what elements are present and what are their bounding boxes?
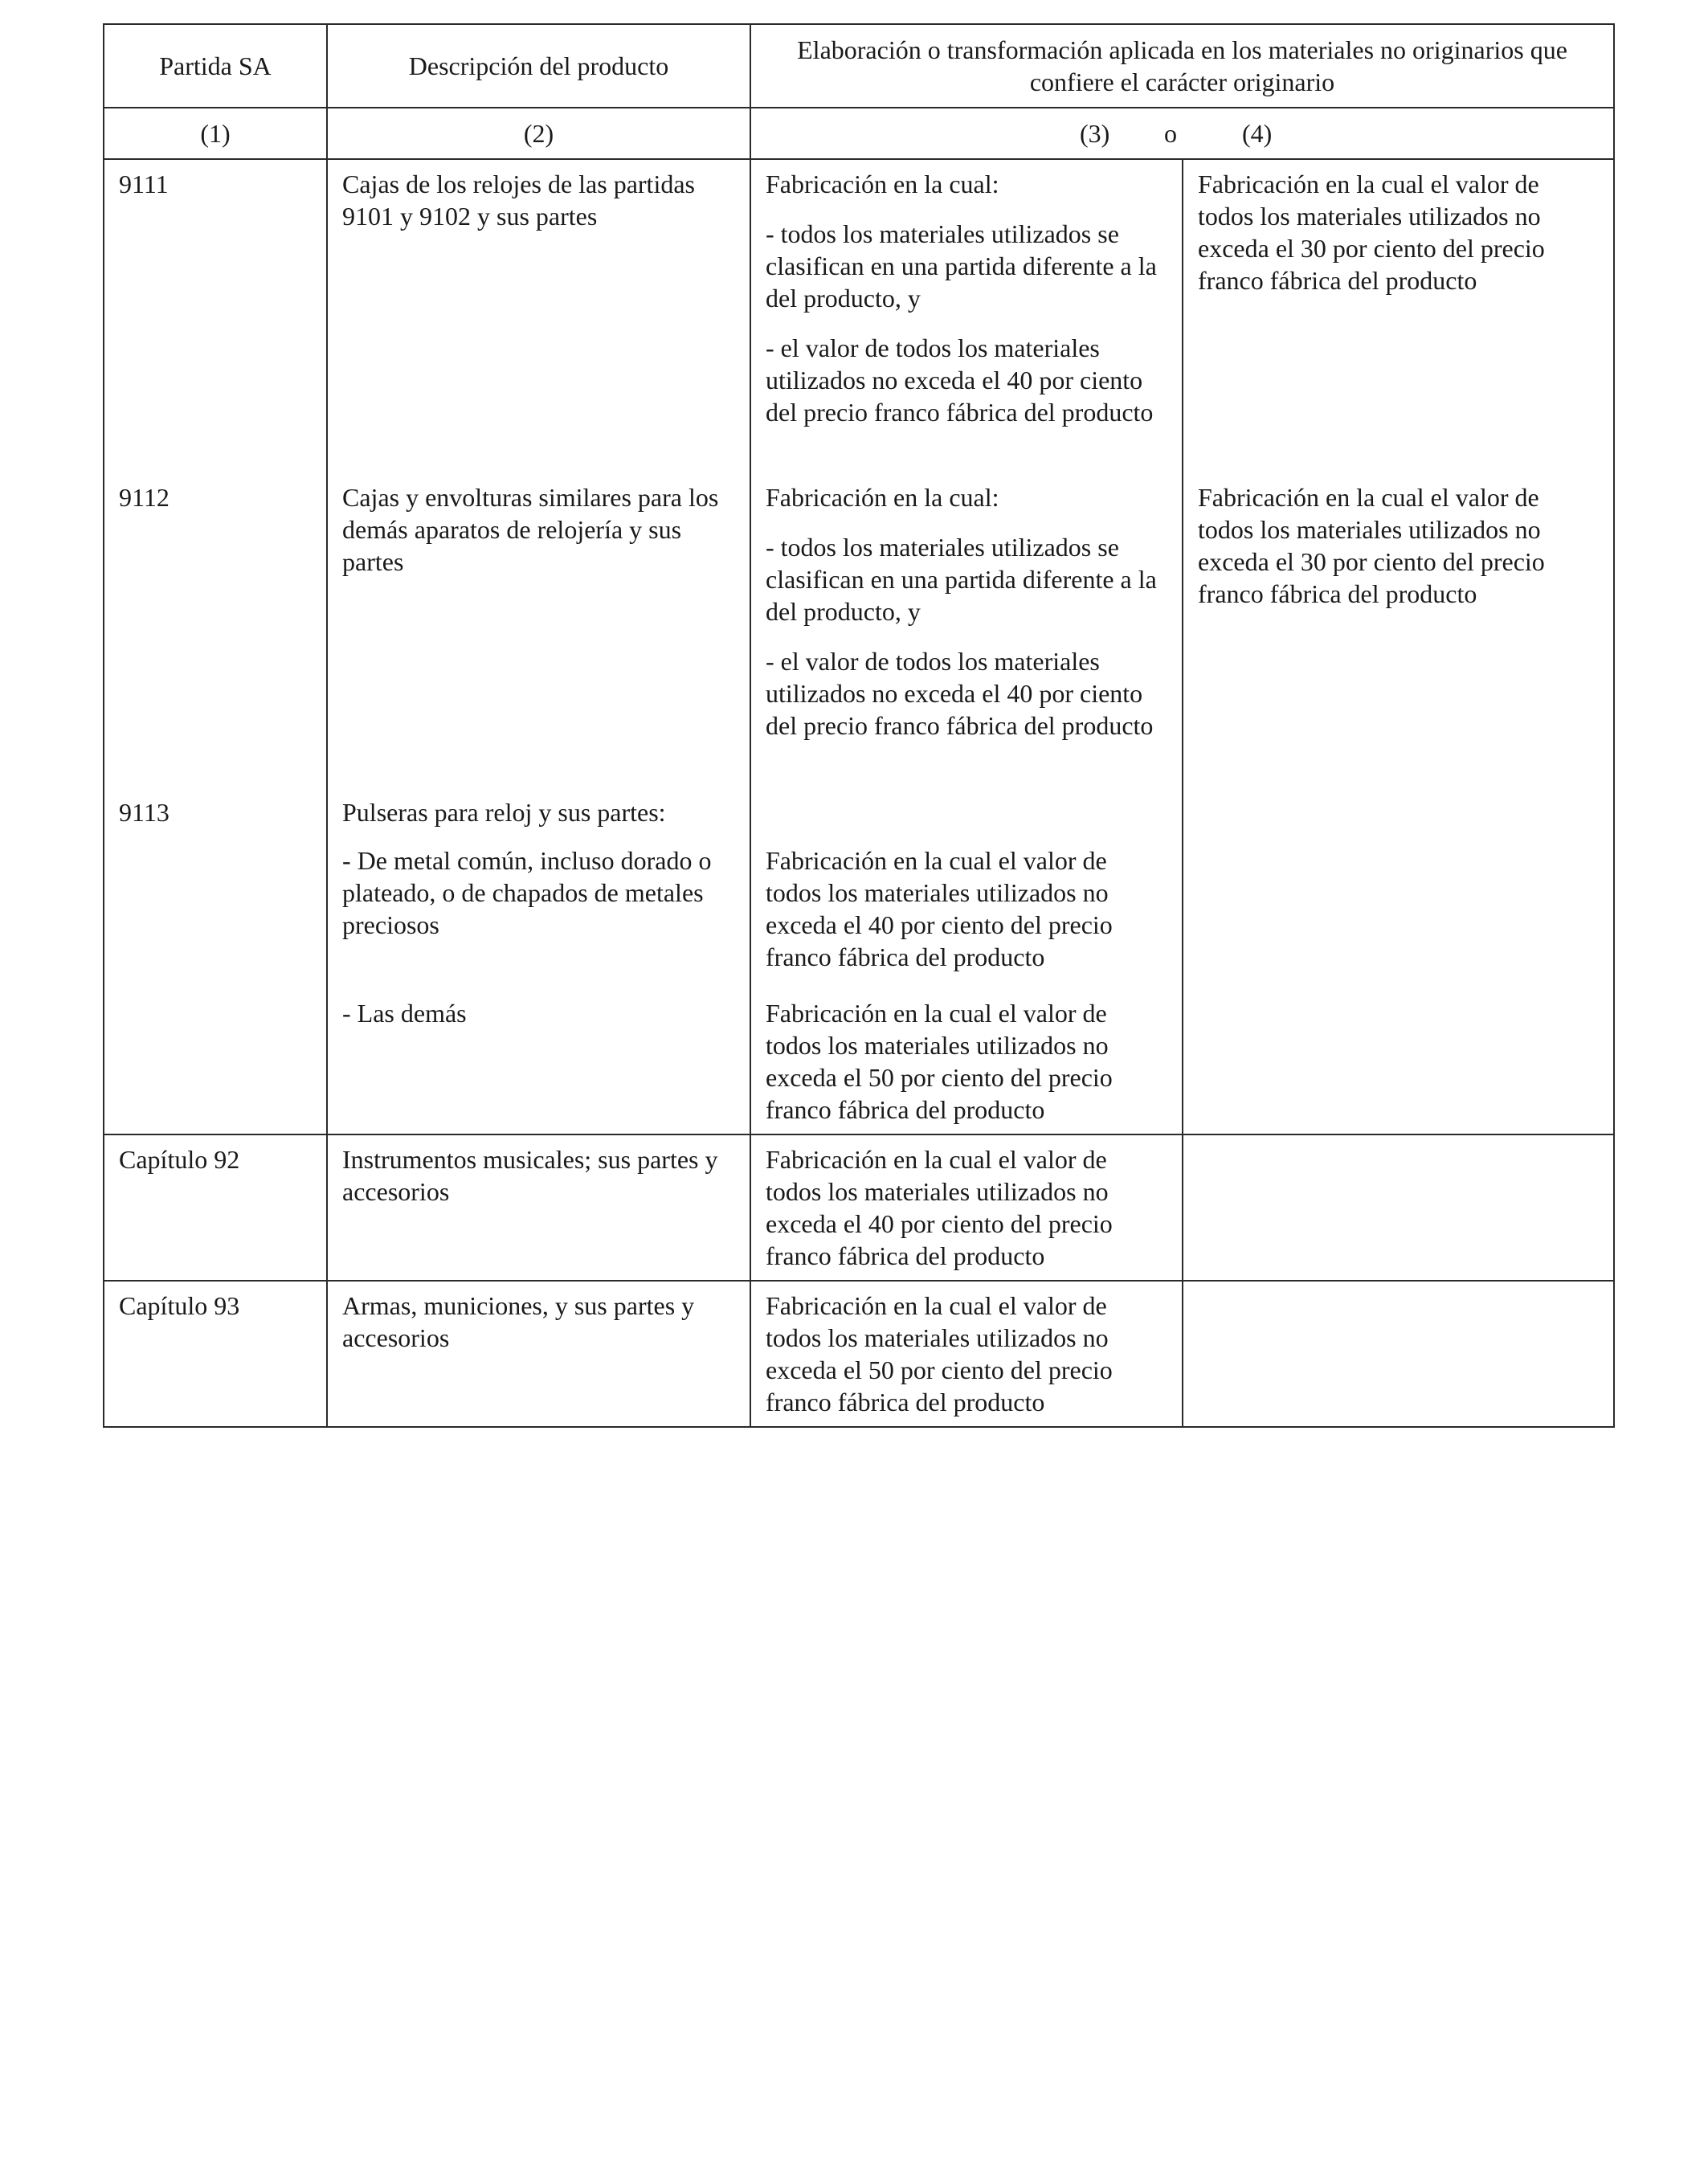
rule-column-3: Fabricación en la cual el valor de todos los materiales utilizados no exceda el 40 por ciento del precio franco fábrica del producto	[750, 1134, 1183, 1281]
column-number-3: (3)	[1080, 119, 1110, 148]
table-header-row	[104, 24, 1614, 108]
rule-column-3: Fabricación en la cual el valor de todos los materiales utilizados no exceda el 50 por ciento del precio franco fábrica del producto	[750, 989, 1183, 1134]
rule-column-4: Fabricación en la cual el valor de todos los materiales utilizados no exceda el 30 por ciento del precio franco fábrica del producto	[1183, 473, 1614, 788]
rule-paragraph: Fabricación en la cual:	[766, 170, 999, 198]
rule-column-4	[1183, 1134, 1614, 1281]
rule-column-3: Fabricación en la cual el valor de todos los materiales utilizados no exceda el 40 por ciento del precio franco fábrica del producto	[750, 836, 1183, 989]
header-descripcion: Descripción del producto	[327, 24, 750, 108]
table-row	[104, 1134, 1614, 1281]
header-partida-sa: Partida SA	[104, 24, 327, 108]
column-number-row	[104, 108, 1614, 159]
partida-code: 9113	[104, 788, 327, 836]
rule-column-3: Fabricación en la cual el valor de todos los materiales utilizados no exceda el 50 por ciento del precio franco fábrica del producto	[750, 1281, 1183, 1427]
partida-code	[104, 989, 327, 1134]
column-or-separator: o	[1164, 119, 1177, 148]
rule-paragraph: Fabricación en la cual:	[766, 483, 999, 512]
column-number-4: (4)	[1242, 119, 1273, 148]
rule-paragraph: - todos los materiales utilizados se clasifican en una partida diferente a la del producto, y	[766, 533, 1157, 626]
column-number-2: (2)	[327, 108, 750, 159]
table-row	[104, 473, 1614, 788]
partida-code	[104, 836, 327, 989]
table-row	[104, 788, 1614, 836]
table-row	[104, 836, 1614, 989]
rule-paragraph: - el valor de todos los materiales utilizados no exceda el 40 por ciento del precio franco fábrica del producto	[766, 333, 1154, 427]
product-description: Cajas y envolturas similares para los demás aparatos de relojería y sus partes	[327, 473, 750, 788]
product-description: - Las demás	[327, 989, 750, 1134]
table-row	[104, 989, 1614, 1134]
product-description: Pulseras para reloj y sus partes:	[327, 788, 750, 836]
product-description: Armas, municiones, y sus partes y accesorios	[327, 1281, 750, 1427]
table-row	[104, 159, 1614, 473]
rule-column-4	[1183, 836, 1614, 989]
product-description: Cajas de los relojes de las partidas 9101 y 9102 y sus partes	[327, 159, 750, 473]
partida-code: 9112	[104, 473, 327, 788]
rule-paragraph: - el valor de todos los materiales utilizados no exceda el 40 por ciento del precio franco fábrica del producto	[766, 647, 1154, 740]
column-number-1: (1)	[104, 108, 327, 159]
partida-code: Capítulo 93	[104, 1281, 327, 1427]
rule-column-3	[750, 473, 1183, 788]
column-number-3-4	[750, 108, 1614, 159]
rule-column-3	[750, 788, 1183, 836]
header-elaboracion: Elaboración o transformación aplicada en los materiales no originarios que confiere el carácter originario	[750, 24, 1614, 108]
rule-column-4: Fabricación en la cual el valor de todos los materiales utilizados no exceda el 30 por ciento del precio franco fábrica del producto	[1183, 159, 1614, 473]
table-row	[104, 1281, 1614, 1427]
rule-paragraph: - todos los materiales utilizados se clasifican en una partida diferente a la del producto, y	[766, 219, 1157, 313]
product-description: Instrumentos musicales; sus partes y accesorios	[327, 1134, 750, 1281]
partida-code: 9111	[104, 159, 327, 473]
rule-column-3	[750, 159, 1183, 473]
rule-column-4	[1183, 1281, 1614, 1427]
rule-column-4	[1183, 989, 1614, 1134]
rule-column-4	[1183, 788, 1614, 836]
rules-of-origin-table	[103, 23, 1615, 1428]
partida-code: Capítulo 92	[104, 1134, 327, 1281]
product-description: - De metal común, incluso dorado o plateado, o de chapados de metales preciosos	[327, 836, 750, 989]
